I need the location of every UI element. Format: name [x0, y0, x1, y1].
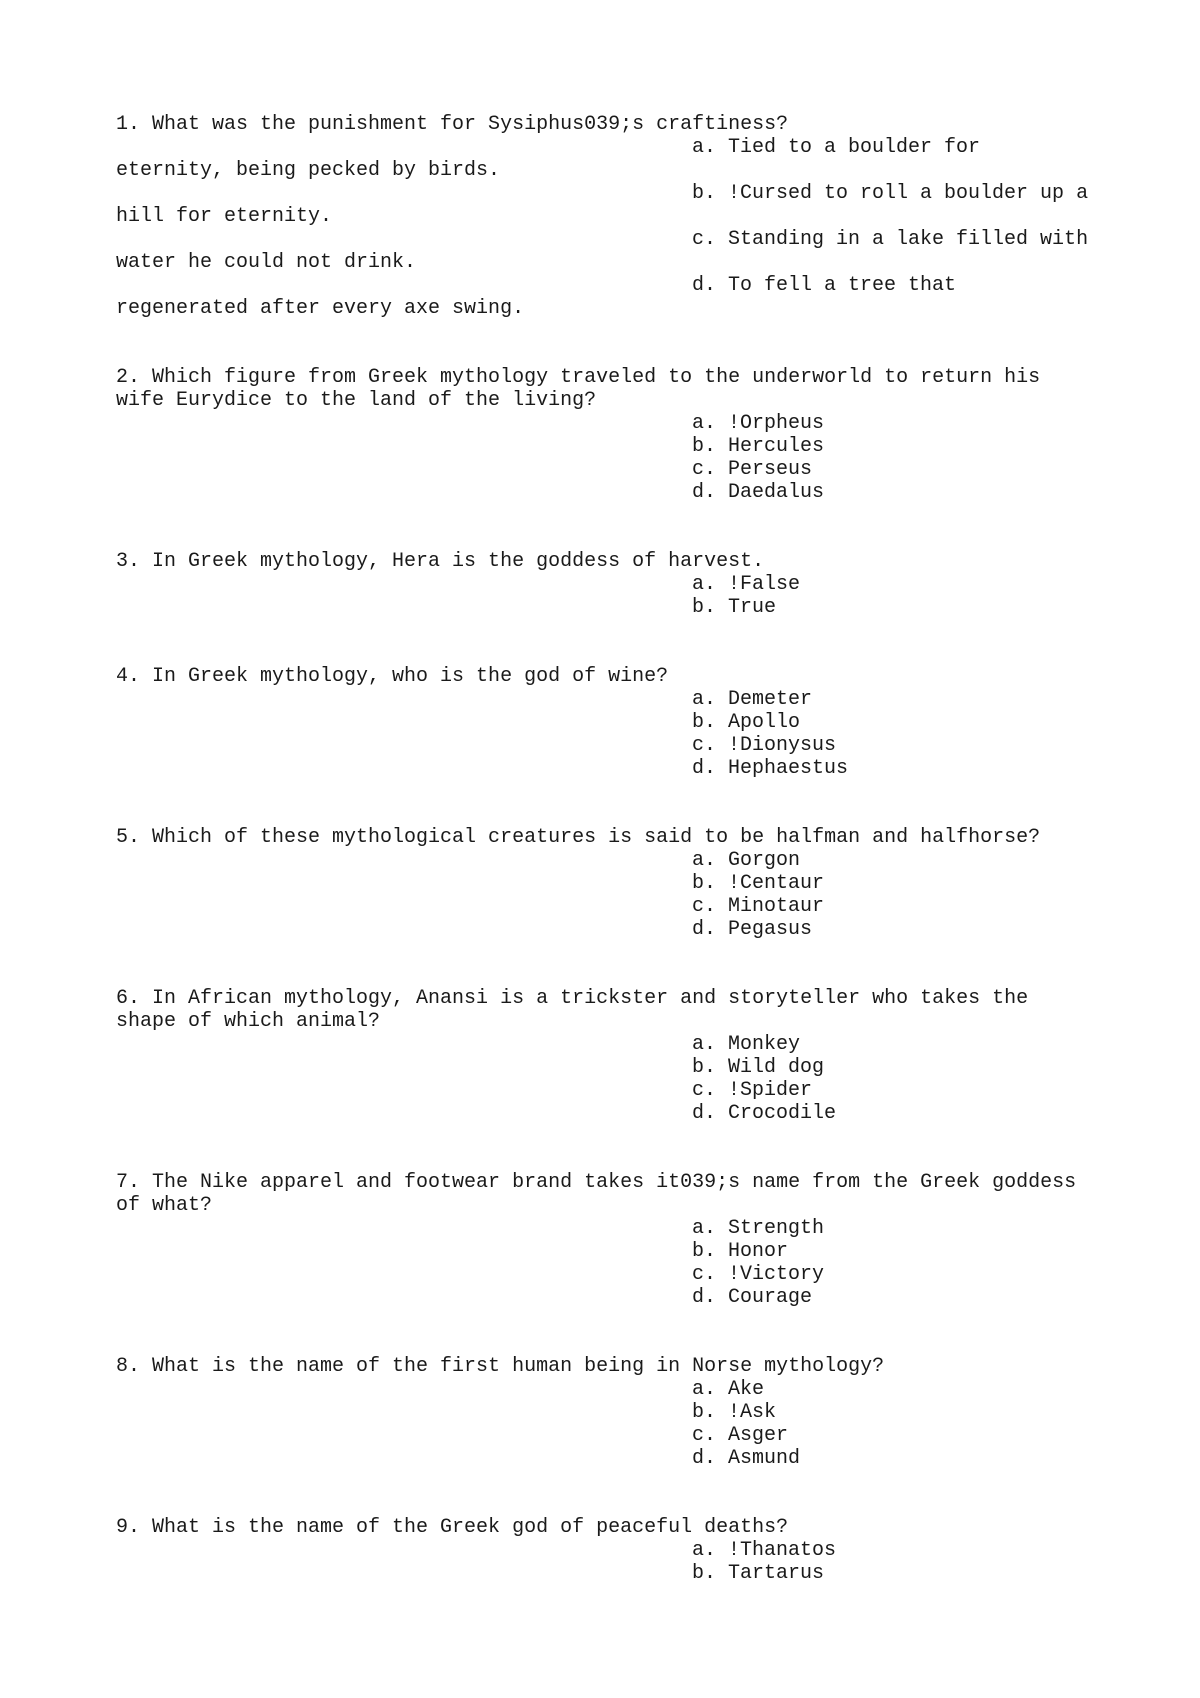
- question-5-option-a: a. Gorgon: [692, 849, 801, 872]
- question-2-prompt-line-1: 2. Which figure from Greek mythology traveled to the underworld to return his: [116, 366, 1041, 389]
- question-3-prompt: 3. In Greek mythology, Hera is the goddess of harvest.: [116, 550, 765, 573]
- question-7-option-a: a. Strength: [692, 1217, 825, 1240]
- question-8-option-b: b. !Ask: [692, 1401, 777, 1424]
- question-2-prompt-line-2: wife Eurydice to the land of the living?: [116, 389, 597, 412]
- question-6-prompt-line-1: 6. In African mythology, Anansi is a trickster and storyteller who takes the: [116, 987, 1029, 1010]
- question-6-option-a: a. Monkey: [692, 1033, 801, 1056]
- question-7-prompt-line-1: 7. The Nike apparel and footwear brand takes it039;s name from the Greek goddess: [116, 1171, 1077, 1194]
- question-3-option-b: b. True: [692, 596, 777, 619]
- question-2-option-c: c. Perseus: [692, 458, 813, 481]
- question-4-option-d: d. Hephaestus: [692, 757, 849, 780]
- question-2-option-a: a. !Orpheus: [692, 412, 825, 435]
- question-6-option-c: c. !Spider: [692, 1079, 813, 1102]
- question-5-option-b: b. !Centaur: [692, 872, 825, 895]
- question-8-option-d: d. Asmund: [692, 1447, 801, 1470]
- question-5-option-d: d. Pegasus: [692, 918, 813, 941]
- question-7-option-d: d. Courage: [692, 1286, 813, 1309]
- question-1-option-b-continuation: hill for eternity.: [116, 205, 333, 228]
- question-1-option-a: a. Tied to a boulder for: [692, 136, 981, 159]
- question-7-prompt-line-2: of what?: [116, 1194, 213, 1217]
- question-1-option-d-continuation: regenerated after every axe swing.: [116, 297, 525, 320]
- question-1-option-c: c. Standing in a lake filled with: [692, 228, 1089, 251]
- question-2-option-b: b. Hercules: [692, 435, 825, 458]
- question-4-option-b: b. Apollo: [692, 711, 801, 734]
- question-1-option-c-continuation: water he could not drink.: [116, 251, 417, 274]
- question-4-option-c: c. !Dionysus: [692, 734, 837, 757]
- question-7-option-b: b. Honor: [692, 1240, 789, 1263]
- question-4-prompt: 4. In Greek mythology, who is the god of wine?: [116, 665, 669, 688]
- question-6-option-d: d. Crocodile: [692, 1102, 837, 1125]
- question-9-option-b: b. Tartarus: [692, 1562, 825, 1585]
- question-1-option-d: d. To fell a tree that: [692, 274, 957, 297]
- question-6-option-b: b. Wild dog: [692, 1056, 825, 1079]
- question-5-prompt: 5. Which of these mythological creatures is said to be halfman and halfhorse?: [116, 826, 1041, 849]
- question-2-option-d: d. Daedalus: [692, 481, 825, 504]
- question-9-prompt: 9. What is the name of the Greek god of peaceful deaths?: [116, 1516, 789, 1539]
- question-9-option-a: a. !Thanatos: [692, 1539, 837, 1562]
- question-6-prompt-line-2: shape of which animal?: [116, 1010, 381, 1033]
- question-8-option-c: c. Asger: [692, 1424, 789, 1447]
- question-7-option-c: c. !Victory: [692, 1263, 825, 1286]
- question-8-prompt: 8. What is the name of the first human being in Norse mythology?: [116, 1355, 885, 1378]
- question-1-prompt: 1. What was the punishment for Sysiphus039;s craftiness?: [116, 113, 789, 136]
- question-8-option-a: a. Ake: [692, 1378, 765, 1401]
- question-4-option-a: a. Demeter: [692, 688, 813, 711]
- question-1-option-b: b. !Cursed to roll a boulder up a: [692, 182, 1089, 205]
- question-5-option-c: c. Minotaur: [692, 895, 825, 918]
- question-1-option-a-continuation: eternity, being pecked by birds.: [116, 159, 501, 182]
- question-3-option-a: a. !False: [692, 573, 801, 596]
